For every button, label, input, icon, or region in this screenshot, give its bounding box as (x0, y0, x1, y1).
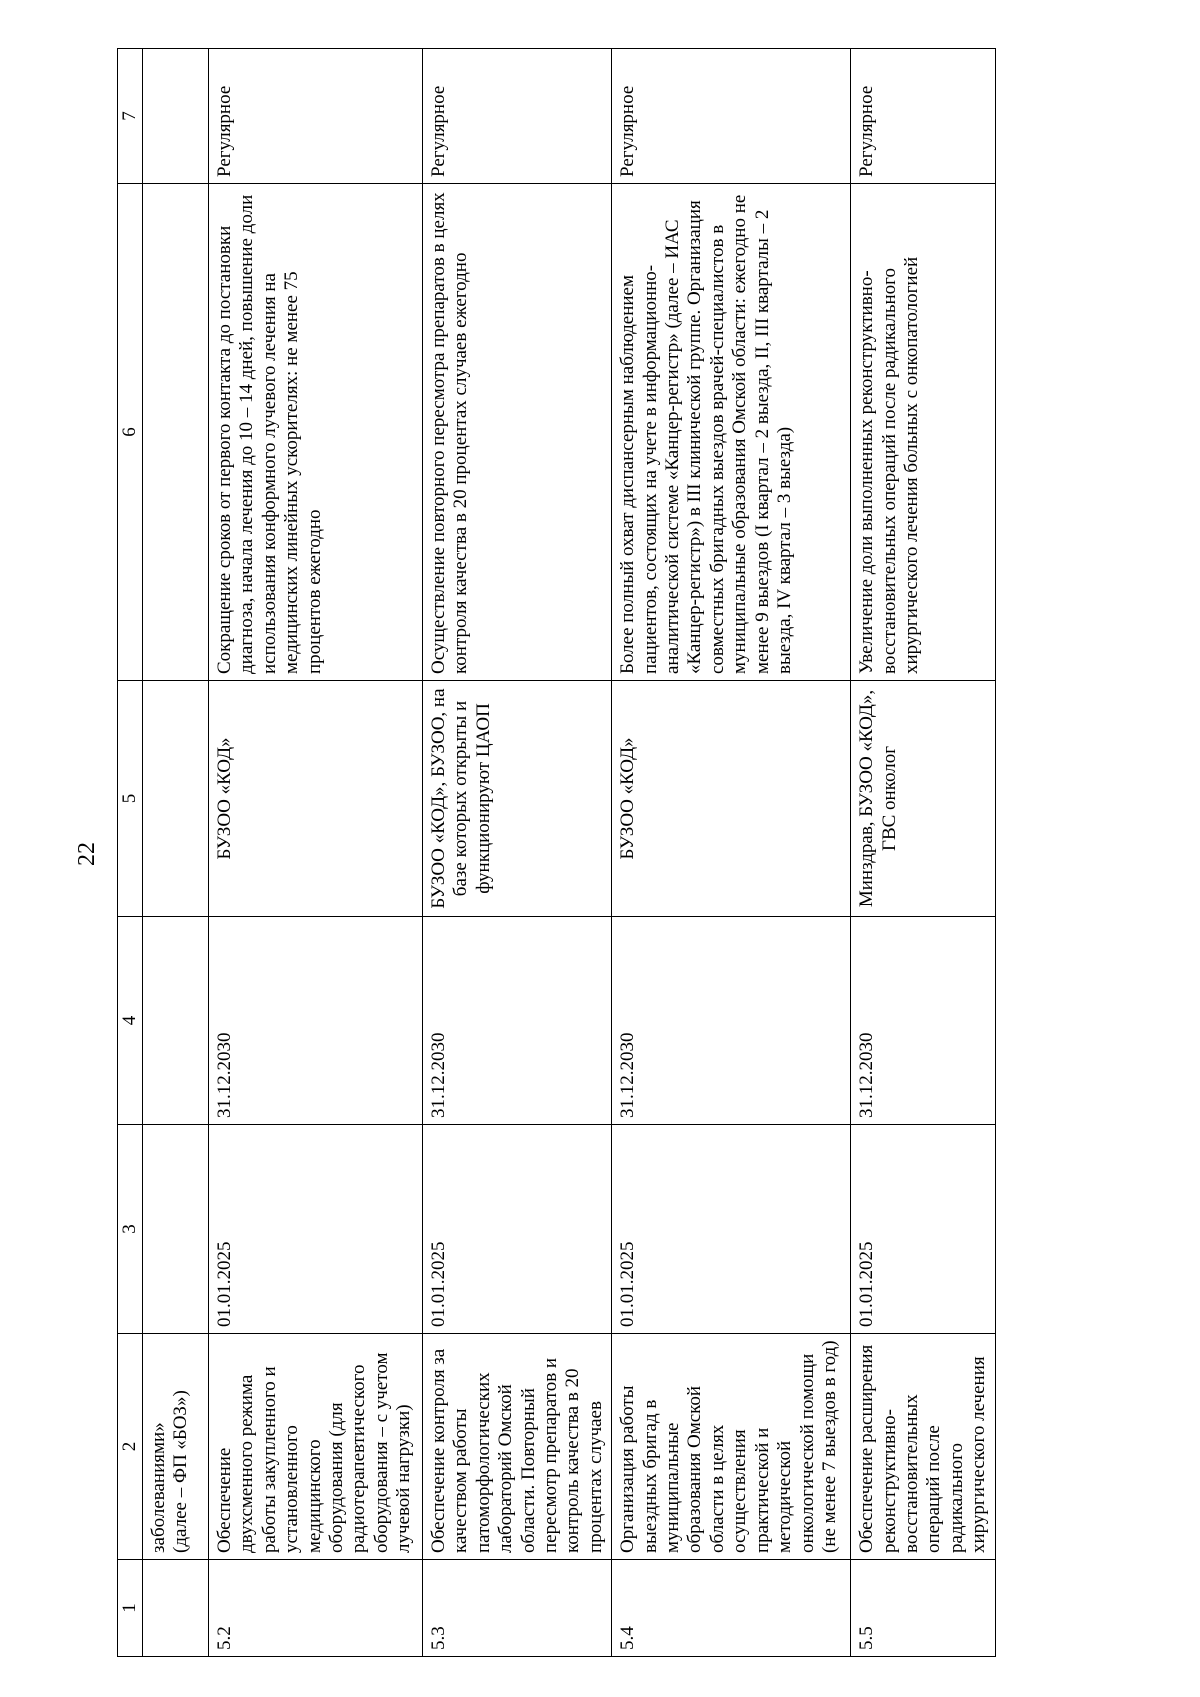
measures-table (117, 48, 996, 1657)
start-date-cell: 01.01.2025 (423, 1125, 612, 1334)
end-date-cell: 31.12.2030 (423, 917, 612, 1125)
end-date-cell (143, 917, 209, 1125)
end-date-cell: 31.12.2030 (851, 917, 995, 1125)
column-header-7: 7 (118, 49, 143, 184)
measure-cell: Обеспечение расширения реконструктивно-восстановительных операций после радикального хирургического лечения (851, 1334, 995, 1560)
column-header-4: 4 (118, 917, 143, 1125)
measure-cell: Обеспечение контроля за качеством работы патоморфологических лабораторий Омской области. Повторный пересмотр препаратов и контроль качества в 20 процентах случаев (423, 1334, 612, 1560)
result-cell (143, 184, 209, 681)
result-cell: Сокращение сроков от первого контакта до постановки диагноза, начала лечения до 10 – 14 дней, повышение доли использования конформного лучевого лечения на медицинских линейных ускорителях: не менее 75 процентов ежегодно (209, 184, 423, 681)
column-header-1: 1 (118, 1560, 143, 1657)
start-date-cell: 01.01.2025 (209, 1125, 423, 1334)
result-cell: Увеличение доли выполненных реконструктивно-восстановительных операций после радикального хирургического лечения больных с онкопатологией (851, 184, 995, 681)
start-date-cell: 01.01.2025 (851, 1125, 995, 1334)
table-row (612, 49, 851, 1657)
end-date-cell: 31.12.2030 (209, 917, 423, 1125)
measure-cell: заболеваниями» (далее – ФП «БОЗ») (143, 1334, 209, 1560)
row-number: 5.3 (423, 1560, 612, 1657)
column-header-2: 2 (118, 1334, 143, 1560)
header-row (118, 49, 143, 1657)
column-header-6: 6 (118, 184, 143, 681)
result-cell: Более полный охват диспансерным наблюдением пациентов, состоящих на учете в информационно-аналитической системе «Канцер-регистр» (далее – ИАС «Канцер-регистр») в III клинической группе. Организация совместных бригадных выездов врачей-специалистов в муниципальные образования Омской области: ежегодно не менее 9 выездов (I квартал – 2 выезда, II, III кварталы – 2 выезда, IV квартал – 3 выезда) (612, 184, 851, 681)
row-number: 5.4 (612, 1560, 851, 1657)
type-cell: Регулярное (851, 49, 995, 184)
table-row (209, 49, 423, 1657)
responsible-cell (143, 681, 209, 917)
table-row (143, 49, 209, 1657)
start-date-cell (143, 1125, 209, 1334)
responsible-cell: БУЗОО «КОД» (612, 681, 851, 917)
start-date-cell: 01.01.2025 (612, 1125, 851, 1334)
result-cell: Осуществление повторного пересмотра препаратов в целях контроля качества в 20 процентах случаев ежегодно (423, 184, 612, 681)
type-cell: Регулярное (209, 49, 423, 184)
measure-cell: Обеспечение двухсменного режима работы закупленного и установленного медицинского оборудования (для радиотерапевтического оборудования – с учетом лучевой нагрузки) (209, 1334, 423, 1560)
row-number (143, 1560, 209, 1657)
type-cell: Регулярное (423, 49, 612, 184)
end-date-cell: 31.12.2030 (612, 917, 851, 1125)
responsible-cell: БУЗОО «КОД», БУЗОО, на базе которых открыты и функционируют ЦАОП (423, 681, 612, 917)
page-number: 22 (74, 842, 100, 866)
row-number: 5.2 (209, 1560, 423, 1657)
table-row (851, 49, 995, 1657)
row-number: 5.5 (851, 1560, 995, 1657)
responsible-cell: БУЗОО «КОД» (209, 681, 423, 917)
column-header-5: 5 (118, 681, 143, 917)
measure-cell: Организация работы выездных бригад в муниципальные образования Омской области в целях осуществления практической и методической онкологической помощи (не менее 7 выездов в год) (612, 1334, 851, 1560)
type-cell: Регулярное (612, 49, 851, 184)
type-cell (143, 49, 209, 184)
table-row (423, 49, 612, 1657)
responsible-cell: Минздрав, БУЗОО «КОД», ГВС онколог (851, 681, 995, 917)
column-header-3: 3 (118, 1125, 143, 1334)
